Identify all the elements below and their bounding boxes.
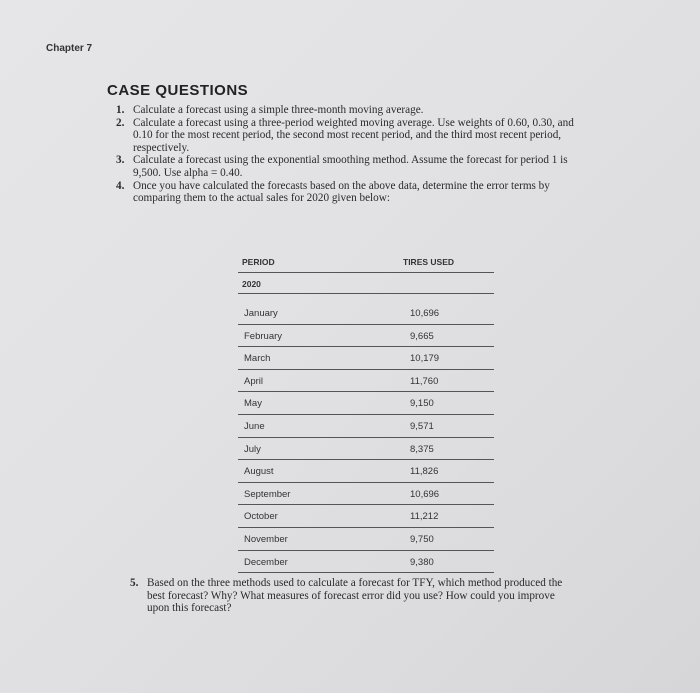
value-cell: 9,750 bbox=[410, 533, 434, 545]
year-label: 2020 bbox=[242, 279, 261, 289]
month-cell: May bbox=[244, 398, 262, 410]
month-cell: August bbox=[244, 466, 274, 478]
month-cell: September bbox=[244, 488, 291, 500]
month-cell: October bbox=[244, 511, 278, 523]
table-row bbox=[238, 415, 494, 438]
table-row bbox=[238, 370, 494, 393]
month-cell: January bbox=[244, 308, 278, 319]
table-row bbox=[238, 438, 494, 461]
value-cell: 11,212 bbox=[410, 511, 439, 523]
value-cell: 9,665 bbox=[410, 330, 434, 342]
month-cell: July bbox=[244, 443, 261, 455]
month-cell: December bbox=[244, 556, 288, 568]
question-number: 3. bbox=[116, 154, 125, 167]
chapter-label: Chapter 7 bbox=[46, 43, 93, 54]
question-number: 2. bbox=[116, 116, 125, 129]
table-row bbox=[238, 302, 494, 325]
question-1 bbox=[116, 104, 586, 117]
table-row bbox=[238, 551, 494, 574]
month-cell: June bbox=[244, 420, 265, 432]
month-cell: November bbox=[244, 533, 288, 545]
month-cell: February bbox=[244, 330, 283, 342]
table-row bbox=[238, 505, 494, 528]
value-cell: 9,150 bbox=[410, 398, 434, 410]
year-row bbox=[238, 273, 494, 294]
table-row bbox=[238, 528, 494, 551]
value-cell: 10,179 bbox=[410, 353, 440, 365]
question-number: 5. bbox=[130, 577, 139, 589]
question-2 bbox=[116, 117, 586, 155]
value-cell: 8,375 bbox=[410, 443, 434, 455]
question-text: Calculate a forecast using a three-period weighted moving average. Use weights of 0.60, 0.30, and 0.10 for the most recent period, the second most recent period, and the third most recent period, respectively. bbox=[133, 116, 574, 154]
value-cell: 11,760 bbox=[410, 375, 439, 387]
table-row bbox=[238, 392, 494, 415]
table-row bbox=[238, 483, 494, 506]
value-cell: 9,380 bbox=[410, 556, 434, 568]
tires-used-column-header: TIRES USED bbox=[403, 257, 455, 267]
question-text: Once you have calculated the forecasts based on the above data, determine the error terms by comparing them to the actual sales for 2020 given below: bbox=[133, 179, 550, 205]
month-cell: April bbox=[244, 375, 264, 387]
question-number: 1. bbox=[116, 104, 125, 116]
table-row bbox=[238, 460, 494, 483]
value-cell: 10,696 bbox=[410, 308, 440, 319]
case-questions-heading: CASE QUESTIONS bbox=[107, 82, 249, 99]
question-3 bbox=[116, 154, 586, 179]
question-text: Calculate a forecast using the exponential smoothing method. Assume the forecast for period 1 is 9,500. Use alpha = 0.40. bbox=[133, 154, 568, 179]
value-cell: 10,696 bbox=[410, 488, 440, 500]
value-cell: 11,826 bbox=[410, 466, 439, 478]
questions-list bbox=[116, 104, 586, 205]
question-5 bbox=[130, 577, 570, 615]
question-text: Calculate a forecast using a simple three-month moving average. bbox=[133, 104, 424, 116]
table-header bbox=[238, 252, 494, 273]
value-cell: 9,571 bbox=[410, 420, 434, 432]
question-text: Based on the three methods used to calculate a forecast for TFY, which method produced the best forecast? Why? What measures of forecast error did you use? How could you improve upon this forecast? bbox=[147, 577, 563, 615]
table-row bbox=[238, 325, 494, 348]
tires-used-table bbox=[238, 252, 494, 573]
question-4 bbox=[116, 180, 586, 205]
month-cell: March bbox=[244, 353, 271, 365]
table-row bbox=[238, 347, 494, 370]
period-column-header: PERIOD bbox=[242, 257, 275, 267]
question-number: 4. bbox=[116, 179, 125, 192]
